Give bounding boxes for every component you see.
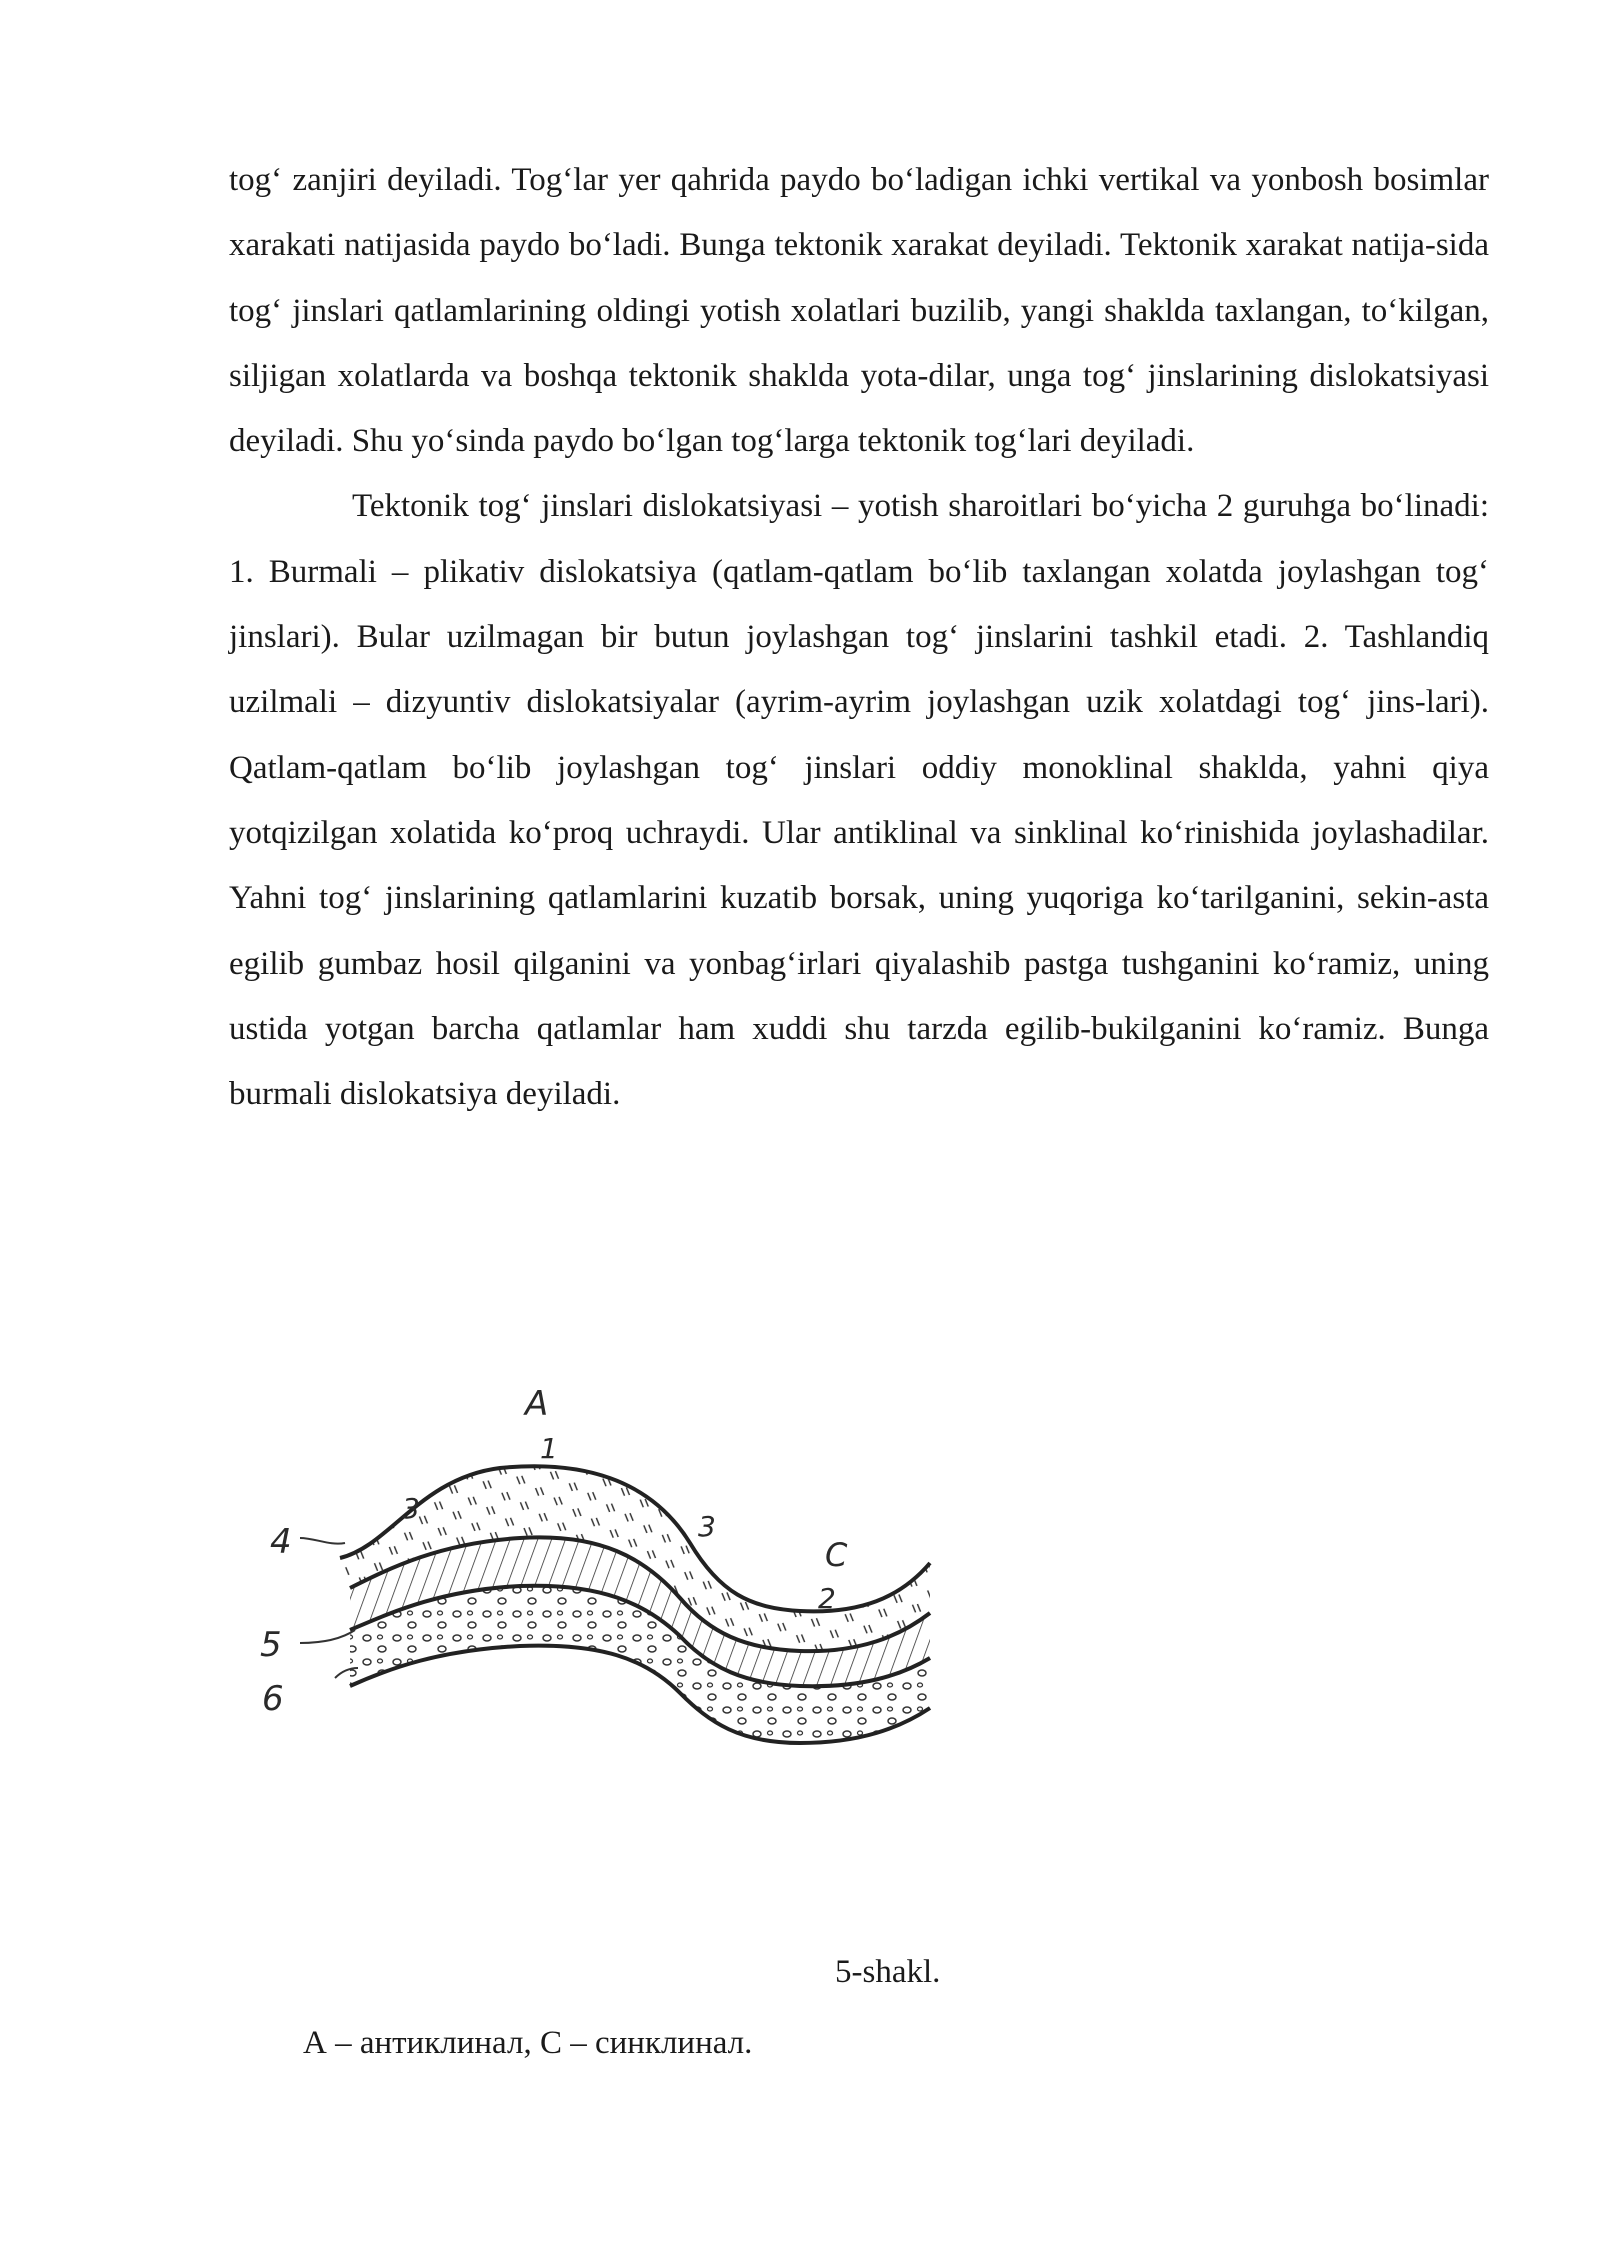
- label-3-left: 3: [402, 1492, 420, 1525]
- leader-5: [300, 1630, 355, 1643]
- figure-legend: А – антиклинал, С – синклинал.: [303, 2025, 753, 2061]
- fold-diagram: [240, 1368, 1040, 1818]
- label-1: 1: [540, 1432, 558, 1465]
- figure-caption: 5-shakl.: [835, 1954, 941, 1990]
- label-4: 4: [270, 1522, 292, 1562]
- paragraph-2: Tektonik tog‘ jinslari dislokatsiyasi – yotish sharoitlari bo‘yicha 2 guruhga bo‘linadi: 1. Burmali – plikativ dislokatsiya (qatlam-qatlam bo‘lib taxlangan xolatda joylashgan tog‘ jinslari). Bular uzilmagan bir butun joylashgan tog‘ jinslarini tashkil etadi. 2. Tashlandiq uzilmali – dizyuntiv dislokatsiyalar (ayrim-ayrim joylashgan uzik xolatdagi tog‘ jins-lari). Qatlam-qatlam bo‘lib joylashgan tog‘ jinslari oddiy monoklinal shaklda, yahni qiya yotqizilgan xolatida ko‘proq uchraydi. Ular antiklinal va sinklinal ko‘rinishida joylashadilar. Yahni tog‘ jinslarining qatlamlarini kuzatib borsak, uning yuqoriga ko‘tarilganini, sekin-asta egilib gumbaz hosil qilganini va yonbag‘irlari qiyalashib pastga tushganini ko‘ramiz, uning ustida yotgan barcha qatlamlar ham xuddi shu tarzda egilib-bukilganini ko‘ramiz. Bunga burmali dislokatsiya deyiladi.: [229, 488, 1489, 1113]
- leader-4: [300, 1538, 345, 1544]
- paragraph-1: tog‘ zanjiri deyiladi. Tog‘lar yer qahrida paydo bo‘ladigan ichki vertikal va yonbosh bosimlar xarakati natijasida paydo bo‘ladi. Bunga tektonik xarakat deyiladi. Tektonik xarakat natija-sida tog‘ jinslari qatlamlarining oldingi yotish xolatlari buzilib, yangi shaklda taxlangan, to‘kilgan, siljigan xolatlarda va boshqa tektonik shaklda yota-dilar, unga tog‘ jinslarining dislokatsiyasi deyiladi. Shu yo‘sinda paydo bo‘lgan tog‘larga tektonik tog‘lari deyiladi.: [229, 162, 1489, 460]
- label-anticline: A: [525, 1384, 549, 1424]
- label-syncline: C: [825, 1536, 848, 1574]
- label-6: 6: [262, 1679, 284, 1719]
- label-2: 2: [818, 1582, 836, 1615]
- label-3-right: 3: [698, 1510, 716, 1543]
- label-5: 5: [260, 1625, 282, 1665]
- body-text: [229, 148, 1489, 1127]
